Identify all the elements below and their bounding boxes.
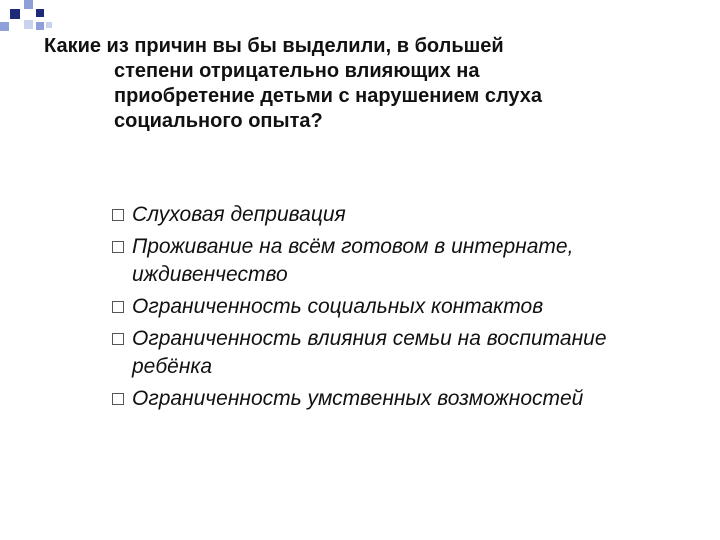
answer-options-list: [112, 201, 712, 417]
answer-option-label: [132, 325, 712, 381]
answer-option-line: Ограниченность влияния семьи на воспитание: [132, 327, 607, 350]
checkbox-icon[interactable]: [112, 301, 124, 313]
answer-option-label: [132, 293, 712, 321]
checkbox-icon[interactable]: [112, 333, 124, 345]
decor-square: [24, 20, 33, 29]
decor-square: [46, 22, 52, 28]
title-line: приобретение детьми с нарушением слуха: [114, 85, 543, 107]
title-line: Какие из причин вы бы выделили, в большей: [44, 35, 504, 57]
answer-option-label: [132, 385, 712, 413]
decor-square: [36, 22, 44, 30]
answer-option[interactable]: [112, 293, 712, 321]
answer-option-line: ребёнка: [132, 355, 213, 378]
checkbox-icon[interactable]: [112, 209, 124, 221]
answer-option-line: Слуховая депривация: [132, 203, 346, 226]
title-line: социального опыта?: [114, 110, 323, 132]
decor-square: [10, 9, 20, 19]
answer-option[interactable]: [112, 233, 712, 289]
checkbox-icon[interactable]: [112, 393, 124, 405]
answer-option-line: Ограниченность умственных возможностей: [132, 387, 584, 410]
answer-option[interactable]: [112, 201, 712, 229]
checkbox-icon[interactable]: [112, 241, 124, 253]
answer-option-line: Ограниченность социальных контактов: [132, 295, 544, 318]
answer-option[interactable]: [112, 325, 712, 381]
decor-square: [24, 0, 33, 9]
decor-square: [36, 9, 44, 17]
decor-square: [0, 22, 9, 31]
answer-option-line: иждивенчество: [132, 263, 288, 286]
answer-option-line: Проживание на всём готовом в интернате,: [132, 235, 574, 258]
answer-option[interactable]: [112, 385, 712, 413]
title-line: степени отрицательно влияющих на: [114, 60, 480, 82]
question-title: [44, 34, 704, 134]
answer-option-label: [132, 201, 712, 229]
answer-option-label: [132, 233, 712, 289]
